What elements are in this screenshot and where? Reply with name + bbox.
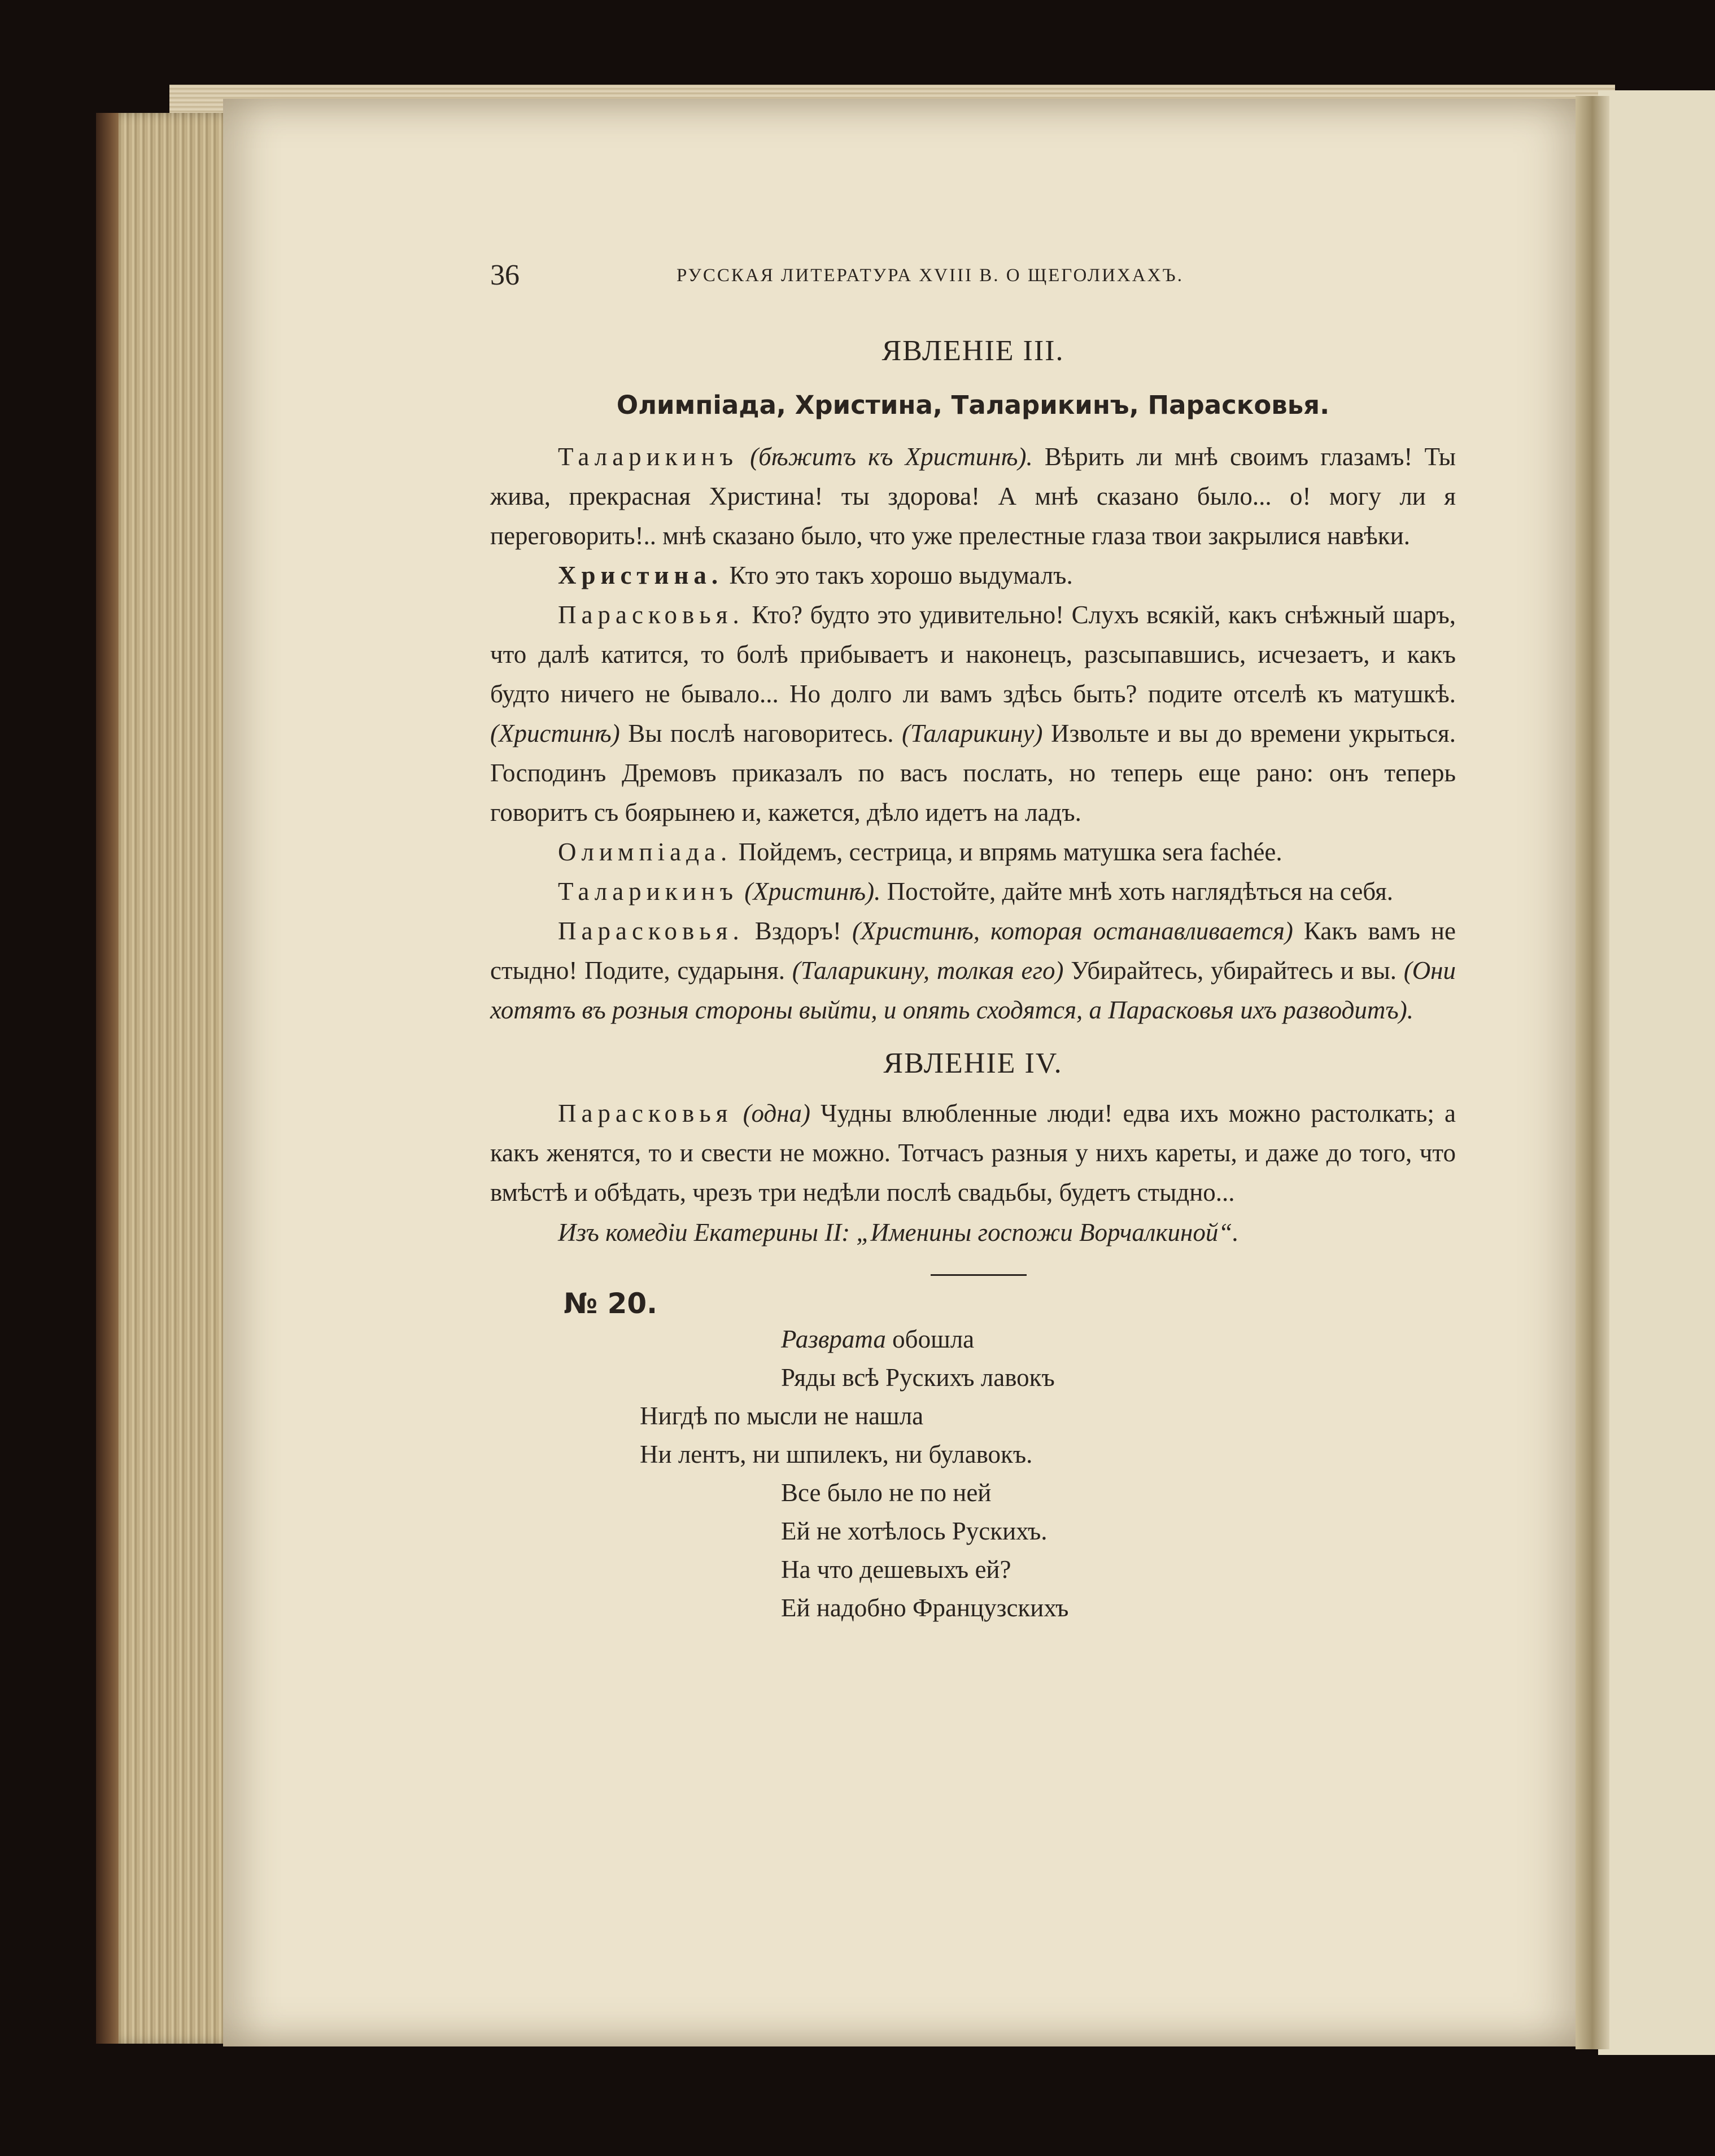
stage-direction: (одна) <box>743 1099 811 1127</box>
speaker-name: Олимпiада. <box>558 838 732 866</box>
poem-line-text: Ей надобно Французскихъ <box>781 1594 1069 1622</box>
speaker-name: Таларикинъ <box>558 443 739 471</box>
poem-text <box>640 1320 1068 1627</box>
speaker-name: Парасковья. <box>558 601 744 629</box>
page-stack-left <box>99 113 240 2044</box>
running-head <box>490 248 1456 299</box>
speaker-name: Таларикинъ <box>558 877 739 906</box>
poem-line-text: Все было не по ней <box>781 1479 992 1507</box>
dialogue-text: Вздоръ! <box>744 917 852 945</box>
dialogue-text: Пойдемъ, сестрица, и впрямь матушка sera fachée. <box>732 838 1282 866</box>
scene-heading-3: ЯВЛЕНIЕ III. <box>881 335 1064 367</box>
stage-direction: (Христинѣ). <box>744 877 881 906</box>
stage-direction: (бѣжитъ къ Христинѣ). <box>750 443 1033 471</box>
poem-line <box>640 1473 1068 1512</box>
scene-heading-4: ЯВЛЕНIЕ IV. <box>883 1047 1063 1079</box>
speaker-name: Христина. <box>558 561 723 589</box>
scene-persons: Олимпiада, Христина, Таларикинъ, Парасковья. <box>616 390 1330 420</box>
dialogue-text: Извольте и вы до времени укрыться. Господинъ Дремовъ приказалъ по васъ послать, но теперь еще рано: онъ теперь говоритъ съ боярынею и, кажется, дѣло идетъ на ладъ. <box>490 719 1456 826</box>
dialogue-text: Чудны влюбленные люди! едва ихъ можно растолкать; а какъ женятся, то и свести не можно. Тотчасъ разныя у нихъ кареты, и даже до того, что вмѣстѣ и обѣдать, чрезъ три недѣли послѣ свадьбы, будетъ стыдно... <box>490 1099 1456 1206</box>
book-gutter <box>1576 96 1609 2049</box>
dialogue-paragraph <box>490 832 1456 872</box>
dialogue-paragraph <box>490 911 1456 1030</box>
dialogue-paragraph <box>490 595 1456 832</box>
source-attribution: Изъ комедiи Екатерины II: „Именины госпожи Ворчалкиной“. <box>558 1218 1239 1247</box>
poem-section <box>490 1287 1456 1682</box>
poem-number: № 20. <box>564 1287 658 1320</box>
dialogue-paragraph <box>490 556 1456 595</box>
stage-direction: (Таларикину) <box>902 719 1043 747</box>
dialogue-text: Убирайтесь, убирайтесь и вы. <box>1063 956 1404 985</box>
poem-line <box>640 1550 1068 1589</box>
dialogue-paragraph <box>490 872 1456 911</box>
poem-line-text: На что дешевыхъ ей? <box>781 1555 1011 1584</box>
speaker-name: Парасковья <box>558 1099 733 1127</box>
stage-direction: (Таларикину, толкая его) <box>792 956 1064 985</box>
dialogue-text: Кто это такъ хорошо выдумалъ. <box>723 561 1073 589</box>
poem-line-text: Ни лентъ, ни шпилекъ, ни булавокъ. <box>640 1440 1033 1468</box>
poem-line <box>640 1435 1068 1473</box>
facing-page-edge <box>1598 90 1715 2055</box>
dialogue-text: Вы послѣ наговоритесь. <box>619 719 902 747</box>
dialogue-paragraph <box>490 437 1456 556</box>
poem-line <box>640 1397 1068 1435</box>
stage-direction: (Они хотятъ въ розныя стороны выйти, и опять сходятся, а Парасковья ихъ разводитъ). <box>490 956 1456 1024</box>
poem-line-italic: Разврата <box>781 1325 886 1353</box>
poem-line <box>640 1358 1068 1397</box>
poem-line-text: обошла <box>885 1325 975 1353</box>
dialogue-text: Какъ вамъ не стыдно! Подите, сударыня. <box>490 917 1456 985</box>
stage-direction: (Христинѣ, которая останавливается) <box>852 917 1293 945</box>
dialogue-text: Кто? будто это удивительно! Слухъ всякiй, какъ снѣжный шаръ, что далѣ катится, то болѣ прибываетъ и наконецъ, разсыпавшись, исчезаетъ, и какъ будто ничего не бывало... Но долго ли вамъ здѣсь быть? подите отселѣ къ матушкѣ. <box>490 601 1456 708</box>
speaker-name: Парасковья. <box>558 917 744 945</box>
running-title: РУССКАЯ ЛИТЕРАТУРА XVIII В. О ЩЕГОЛИХАХЪ. <box>677 265 1184 286</box>
page-content <box>490 248 1456 1682</box>
poem-line-text: Ряды всѣ Рускихъ лавокъ <box>781 1363 1055 1392</box>
dialogue-paragraph <box>490 1094 1456 1212</box>
page-number: 36 <box>490 259 520 291</box>
poem-line <box>640 1320 1068 1358</box>
poem-line-text: Ей не хотѣлось Рускихъ. <box>781 1517 1048 1545</box>
book-cover-edge <box>96 113 119 2044</box>
section-divider <box>931 1274 1027 1276</box>
poem-line <box>640 1589 1068 1627</box>
stage-direction: (Христинѣ) <box>490 719 620 747</box>
dialogue-text: Постойте, дайте мнѣ хоть наглядѣться на себя. <box>880 877 1394 906</box>
poem-line <box>640 1512 1068 1550</box>
dialogue-text: Вѣрить ли мнѣ своимъ глазамъ! Ты жива, прекрасная Христина! ты здорова! А мнѣ сказано было... о! могу ли я переговорить!.. мнѣ сказано было, что уже прелестные глаза твои закрылися навѣки. <box>490 443 1456 550</box>
poem-line-text: Нигдѣ по мысли не нашла <box>640 1402 924 1430</box>
